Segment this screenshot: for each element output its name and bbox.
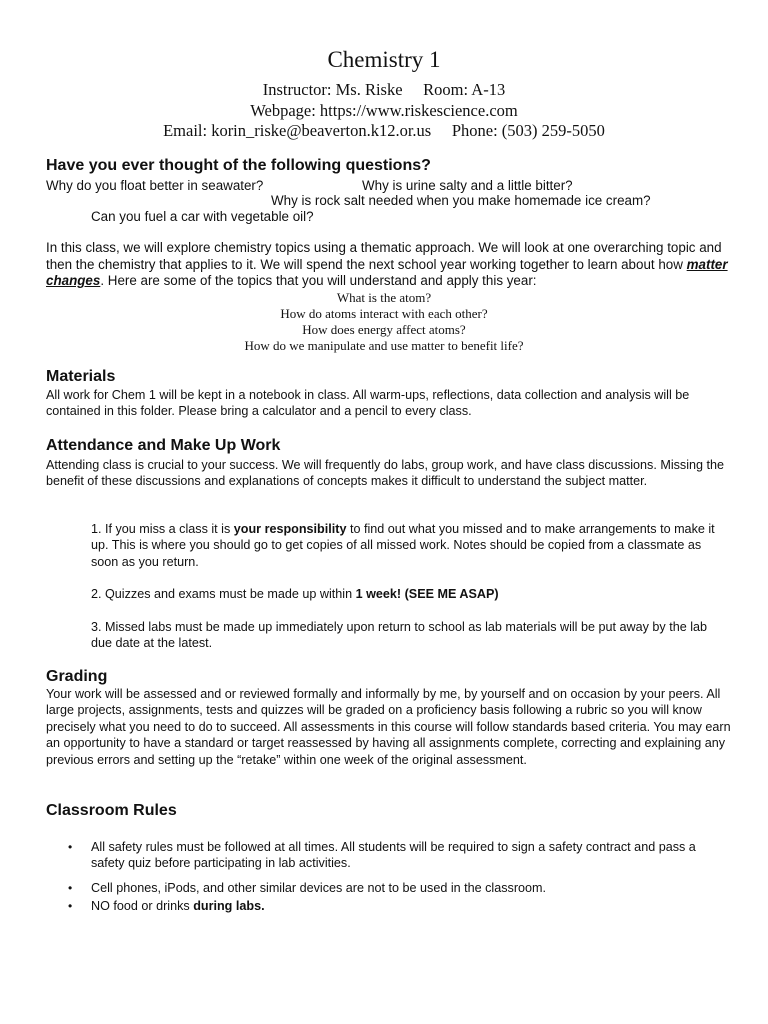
item1-prefix: 1. If you miss a class it is (91, 522, 234, 536)
topic-item: How do we manipulate and use matter to benefit life? (244, 338, 524, 353)
question-seawater: Why do you float better in seawater? (46, 178, 264, 193)
bullet-icon: • (68, 840, 73, 854)
questions-heading: Have you ever thought of the following questions? (46, 157, 431, 174)
intro-emphasis: matter changes (46, 256, 728, 288)
item2-prefix: 2. Quizzes and exams must be made up within (91, 587, 356, 601)
materials-text: All work for Chem 1 will be kept in a notebook in class. All warm-ups, reflections, data collection and analysis will be contained in this folder. Please bring a calculator and a pencil to every class. (46, 388, 690, 419)
attendance-heading: Attendance and Make Up Work (46, 437, 281, 454)
makeup-item-3: 3. Missed labs must be made up immediately upon return to school as lab materials will be put away by the lab due date at the latest. (91, 620, 708, 651)
rule3-bold: during labs. (193, 899, 265, 913)
rule-item: All safety rules must be followed at all times. All students will be required to sign a safety contract and pass a safety quiz before participating in lab activities. (91, 840, 696, 871)
intro-paragraph (46, 240, 736, 290)
attendance-text: Attending class is crucial to your success. We will frequently do labs, group work, and have class discussions. Missing the benefit of these discussions and explanations of concepts makes it difficult to understand the subject matter. (46, 458, 725, 489)
item1-bold: your responsibility (233, 522, 347, 536)
rule-item (91, 898, 731, 914)
item1-rest: to find out what you missed and to make arrangements to make it up. This is where you should go to get copies of all missed work. Notes should be copied from a classmate as soon as you return. (91, 522, 715, 569)
topic-item: What is the atom? (336, 290, 432, 305)
topic-item: How do atoms interact with each other? (280, 306, 488, 321)
email-phone-line: Email: korin_riske@beaverton.k12.or.us Phone: (503) 259-5050 (163, 121, 605, 140)
question-rock-salt: Why is rock salt needed when you make homemade ice cream? (271, 193, 651, 208)
topic-item: How does energy affect atoms? (302, 322, 466, 337)
question-vegetable-oil: Can you fuel a car with vegetable oil? (91, 209, 314, 224)
bullet-icon: • (68, 881, 73, 895)
page-title: Chemistry 1 (327, 47, 441, 72)
rules-heading: Classroom Rules (46, 802, 177, 819)
item2-bold: 1 week! (SEE ME ASAP) (355, 587, 499, 601)
rule-item: Cell phones, iPods, and other similar devices are not to be used in the classroom. (91, 881, 547, 895)
rule3-text: NO food or drinks (91, 899, 194, 913)
materials-heading: Materials (46, 368, 116, 385)
intro-text-start: In this class, we will explore chemistry topics using a thematic approach. We will look at one overarching topic and then the chemistry that applies to it. We will spend the next school year working together to learn about how (46, 240, 722, 272)
grading-heading: Grading (46, 668, 108, 685)
webpage-line: Webpage: https://www.riskescience.com (250, 101, 518, 120)
makeup-item-1 (91, 521, 721, 570)
question-urine: Why is urine salty and a little bitter? (362, 178, 573, 193)
intro-text-end: . Here are some of the topics that you will understand and apply this year: (100, 273, 537, 288)
grading-text: Your work will be assessed and or reviewed formally and informally by me, by yourself and on occasion by your peers. All large projects, assignments, tests and quizzes will be graded on a proficiency basis following a rubric so you will know precisely what you need to do to succeed. All assessments in this course will follow standards based criteria. You may earn an opportunity to have a standard or target reassessed by having all assignments complete, correcting and explaining any previous errors and setting up the “retake” within one week of the original assessment. (46, 687, 731, 767)
bullet-icon: • (68, 899, 73, 913)
makeup-item-2 (91, 586, 721, 602)
instructor-room-line: Instructor: Ms. Riske Room: A-13 (262, 80, 506, 99)
